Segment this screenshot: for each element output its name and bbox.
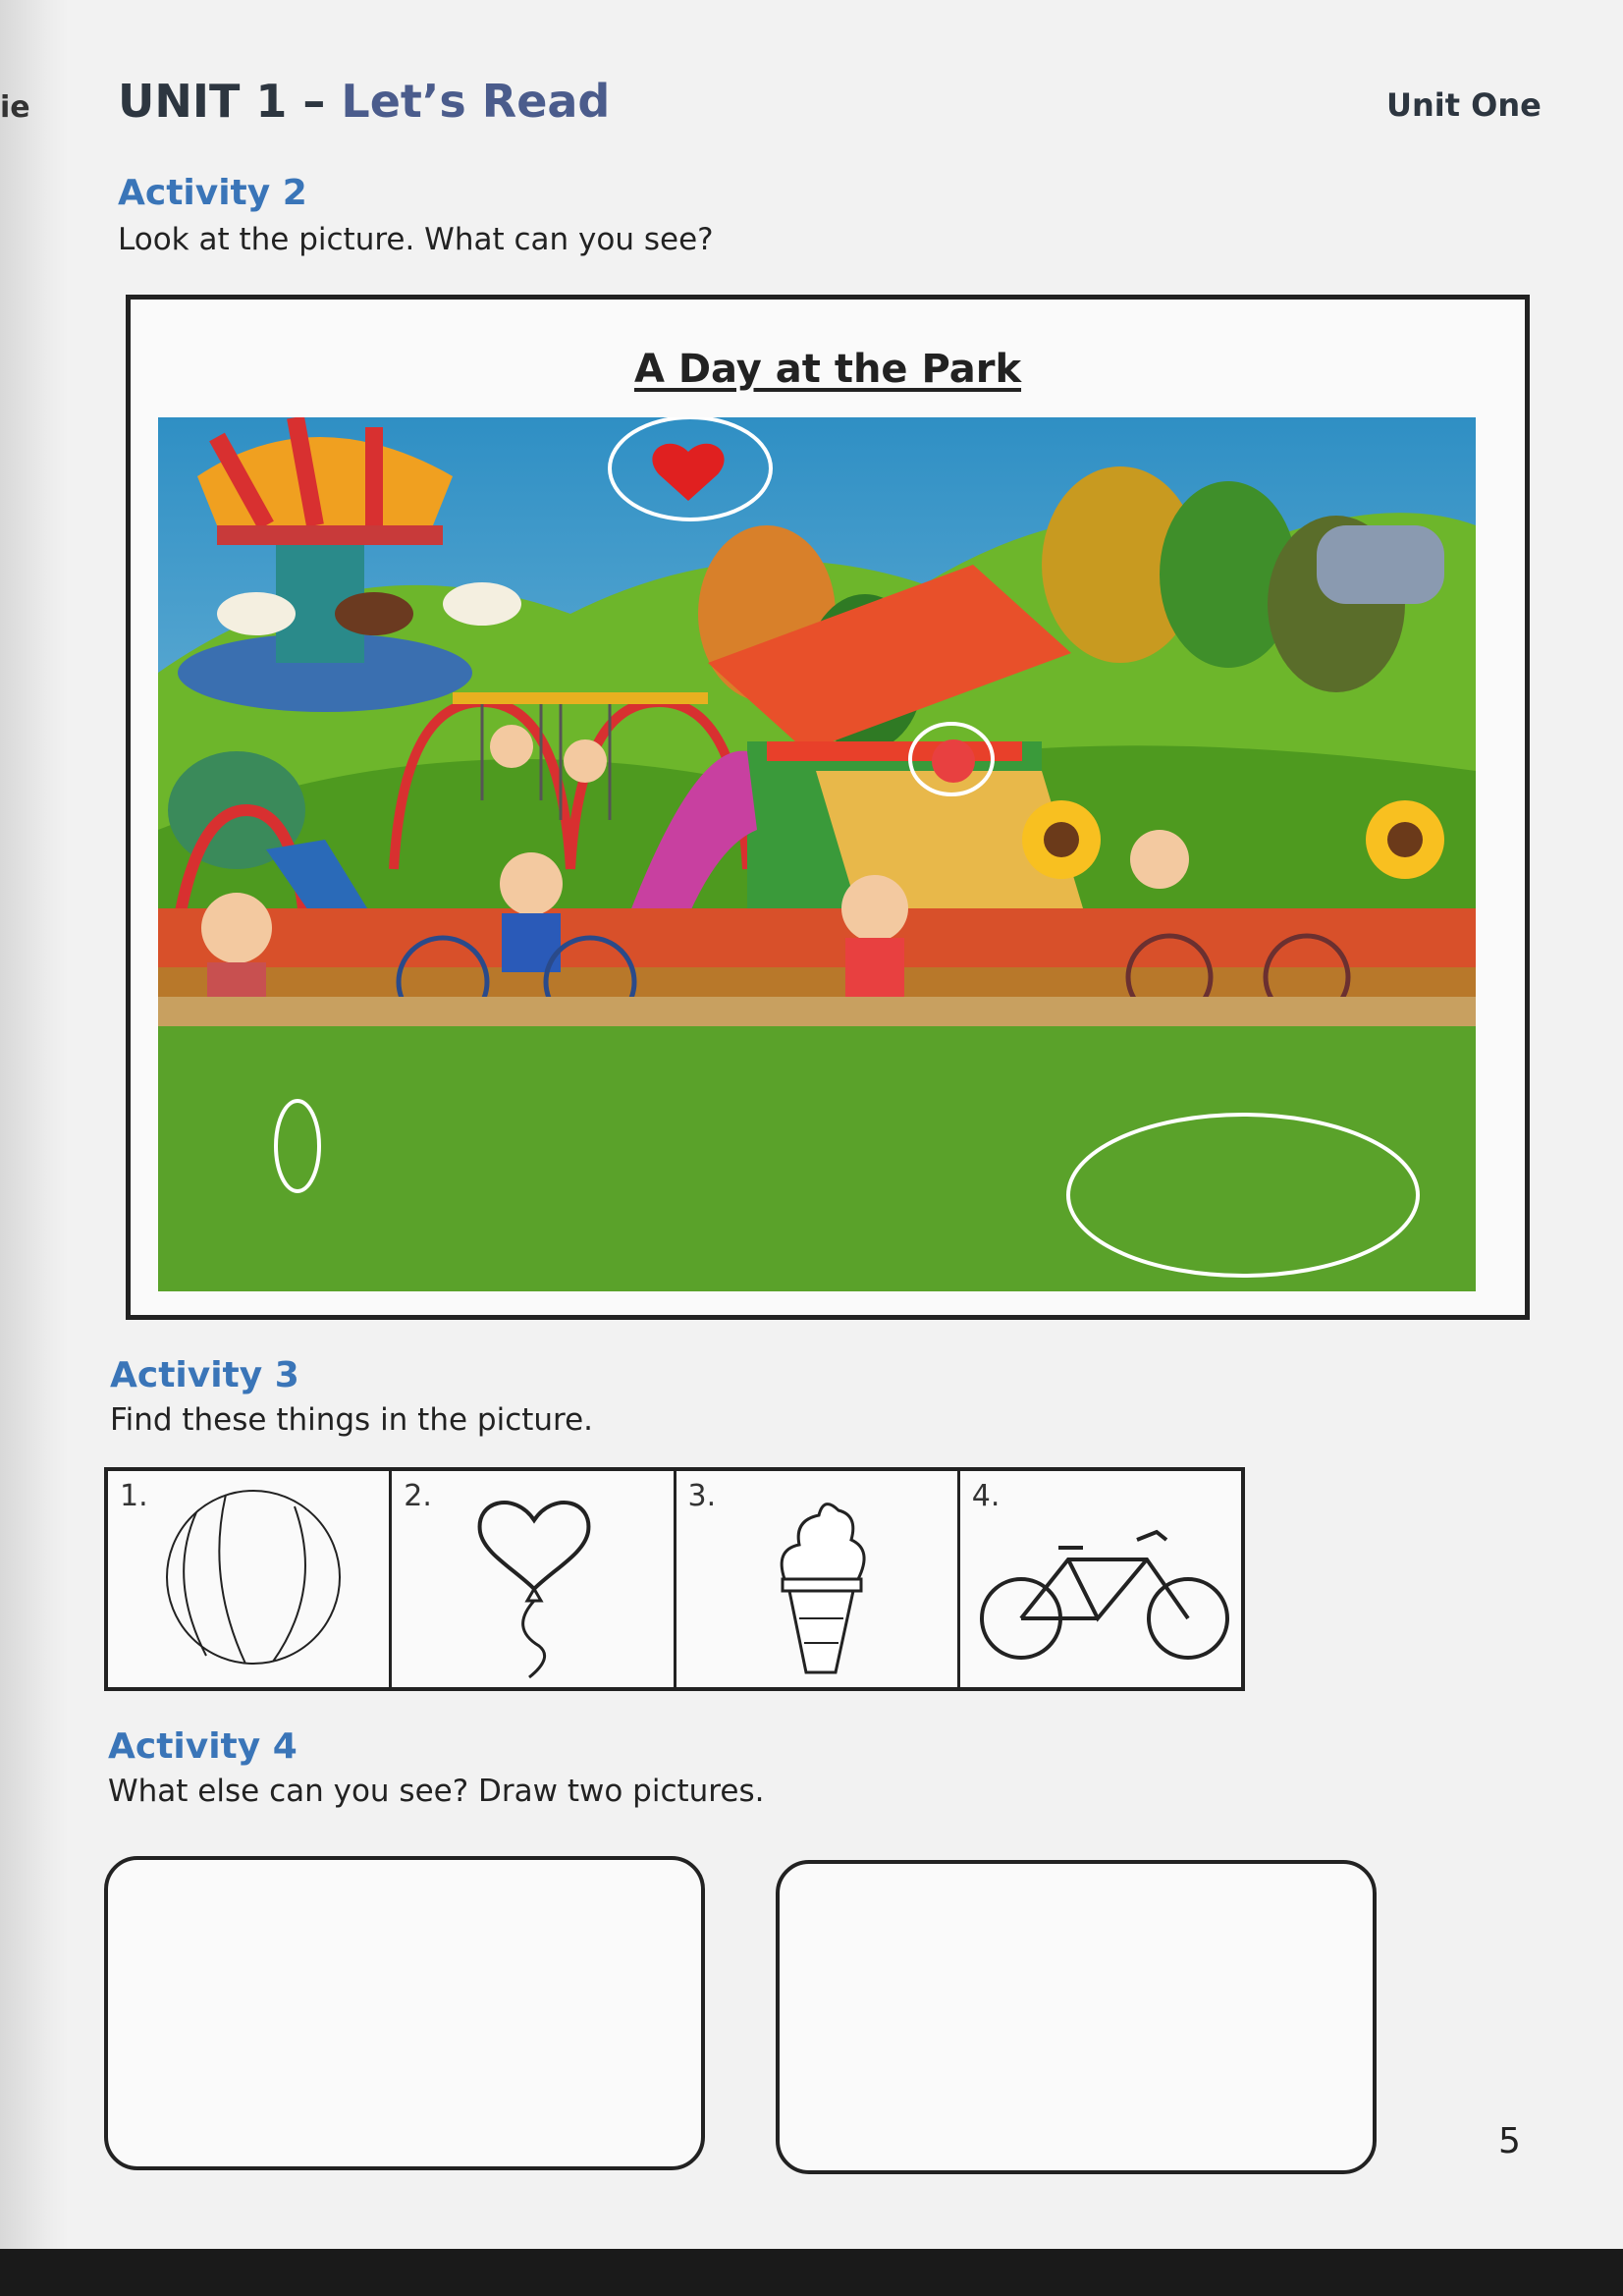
unit-title <box>118 75 610 128</box>
activity-4-instruction: What else can you see? Draw two pictures. <box>108 1774 765 1809</box>
page-number: 5 <box>1498 2121 1521 2161</box>
park-picture-frame <box>126 295 1530 1320</box>
scan-bottom-edge <box>0 2249 1623 2296</box>
picture-title: A Day at the Park <box>633 347 1022 392</box>
heart-balloon-icon <box>392 1471 676 1687</box>
unit-name: Let’s Read <box>341 75 611 128</box>
find-item-ball <box>108 1471 392 1687</box>
activity-2-instruction: Look at the picture. What can you see? <box>118 222 714 257</box>
ball-icon <box>108 1471 393 1687</box>
park-scene-illustration <box>158 417 1476 1291</box>
activity-3-instruction: Find these things in the picture. <box>110 1402 594 1438</box>
bicycle-icon <box>960 1471 1245 1687</box>
unit-prefix: UNIT 1 – <box>118 75 326 128</box>
activity-2-title: Activity 2 <box>118 173 307 213</box>
find-item-number: 3. <box>687 1479 717 1513</box>
ice-cream-icon <box>676 1471 961 1687</box>
activity-4-title: Activity 4 <box>108 1726 298 1767</box>
find-item-number: 2. <box>404 1479 432 1513</box>
find-item-bicycle <box>960 1471 1241 1687</box>
find-item-balloon <box>392 1471 676 1687</box>
find-item-number: 4. <box>971 1479 1001 1513</box>
activity-3-title: Activity 3 <box>110 1355 299 1395</box>
previous-page-fragment: ie <box>0 90 30 125</box>
find-item-ice-cream <box>676 1471 960 1687</box>
find-items-table <box>104 1467 1245 1691</box>
book-spine-shadow <box>0 0 69 2296</box>
unit-label: Unit One <box>1386 86 1542 124</box>
drawing-box-2[interactable] <box>776 1860 1377 2174</box>
drawing-box-1[interactable] <box>104 1856 705 2170</box>
find-item-number: 1. <box>120 1479 148 1513</box>
